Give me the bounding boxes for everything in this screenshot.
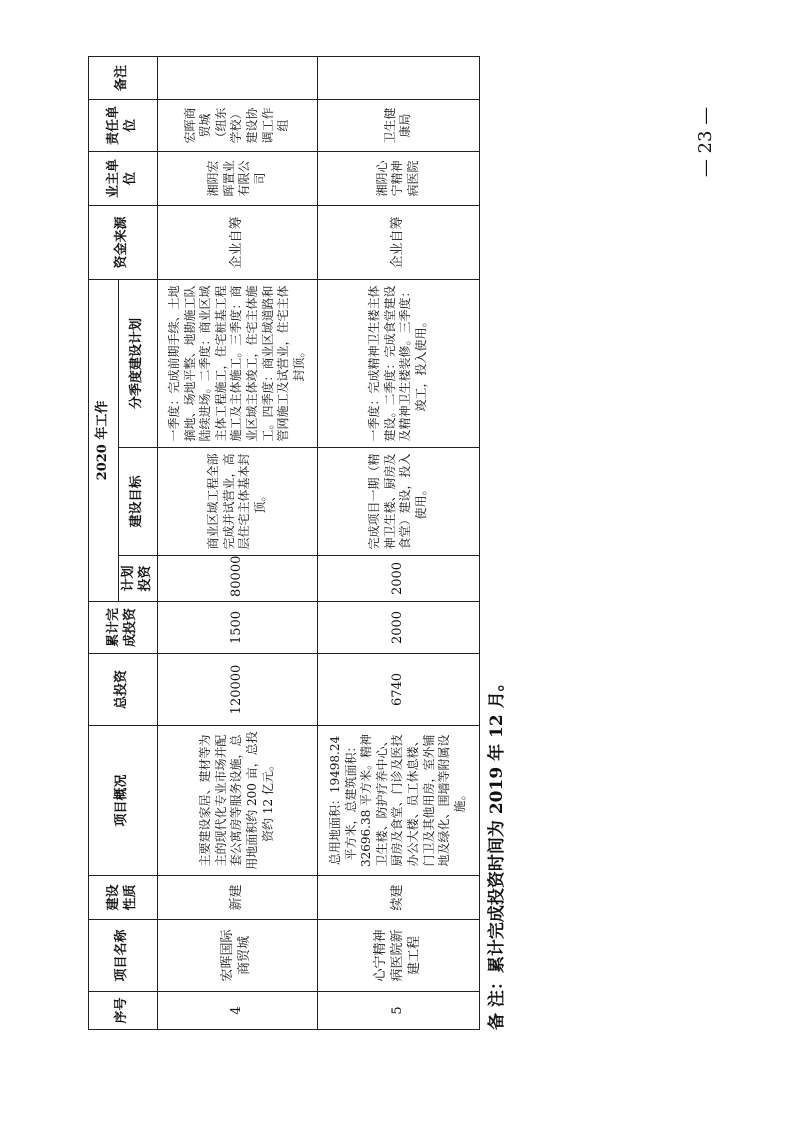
header-row-1	[89, 56, 119, 1029]
header-remark: 备注	[89, 56, 158, 99]
cell-seq: 5	[317, 992, 479, 1030]
cell-name: 宏晖国际商贸城	[157, 920, 317, 992]
header-seq: 序号	[89, 992, 158, 1030]
header-quarterly: 分季度建设计划	[119, 279, 158, 447]
header-funding: 资金来源	[89, 205, 158, 279]
cell-seq: 4	[157, 992, 317, 1030]
header-goal: 建设目标	[119, 448, 158, 556]
cell-goal: 完成项目一期（精神卫生楼、厨房及食堂）建设，投入使用。	[317, 448, 479, 556]
cell-funding: 企业自筹	[157, 205, 317, 279]
cell-funding: 企业自筹	[317, 205, 479, 279]
cell-planned: 2000	[317, 556, 479, 602]
rotated-table-container	[88, 57, 466, 1030]
cell-owner: 湘阴心宁精神病医院	[317, 151, 479, 205]
header-cumulative: 累计完成投资	[89, 602, 158, 654]
table-row	[317, 56, 479, 1029]
page-number: — 23 —	[694, 106, 716, 178]
cell-overview: 总用地面积：19498.24 平方米，总建筑面积：32696.38 平方米。精神卫生楼、防护疗养中心、厨房及食堂、门诊及医技办公大楼、员工休息楼、门卫及其他用房，室外铺地及绿化、围墙等附属设施。	[317, 726, 479, 876]
cell-quarterly: 一季度：完成前期手续、土地摘地、场地平整、地勘施工队陆续进场。二季度：商业区域主体工程施工，住宅桩基工程施工及主体施工。三季度：商业区域主体竣工，住宅主体施工。四季度：商业区域道路和管网施工及试营业，住宅主体封顶。	[157, 279, 317, 447]
header-owner: 业主单位	[89, 151, 158, 205]
header-overview: 项目概况	[89, 726, 158, 876]
footnote: 备 注：累计完成投资时间为 2019 年 12 月。	[487, 674, 507, 1030]
header-work2020: 2020 年工作	[89, 279, 119, 601]
cell-remark	[317, 56, 479, 99]
header-nature: 建设性质	[89, 876, 158, 920]
cell-nature: 新建	[157, 876, 317, 920]
cell-goal: 商业区域工程全部完成并试营业，高层住宅主体基本封顶。	[157, 448, 317, 556]
cell-planned: 80000	[157, 556, 317, 602]
cell-responsible: 卫生健康局	[317, 99, 479, 151]
cell-name: 心宁精神病医院新建工程	[317, 920, 479, 992]
cell-cumulative: 2000	[317, 602, 479, 654]
cell-nature: 续建	[317, 876, 479, 920]
cell-owner: 湘阴宏晖置业有限公司	[157, 151, 317, 205]
cell-overview: 主要建设家居、建材等为主的现代化专业市场并配套公寓房等服务设施，总用地面积约 200 亩，总投资约 12 亿元。	[157, 726, 317, 876]
header-responsible: 责任单位	[89, 99, 158, 151]
cell-total: 120000	[157, 654, 317, 726]
table-row	[157, 56, 317, 1029]
header-name: 项目名称	[89, 920, 158, 992]
header-planned: 计划投资	[119, 556, 158, 602]
project-table	[88, 56, 480, 1030]
cell-remark	[157, 56, 317, 99]
header-total: 总投资	[89, 654, 158, 726]
cell-quarterly: 一季度：完成精神卫生楼主体建设。二季度：完成食堂建设及精神卫生楼装修。三季度：竣工，投入使用。	[317, 279, 479, 447]
cell-cumulative: 1500	[157, 602, 317, 654]
cell-total: 6740	[317, 654, 479, 726]
cell-responsible: 宏晖商贸城（纽东学校）建设协调工作组	[157, 99, 317, 151]
